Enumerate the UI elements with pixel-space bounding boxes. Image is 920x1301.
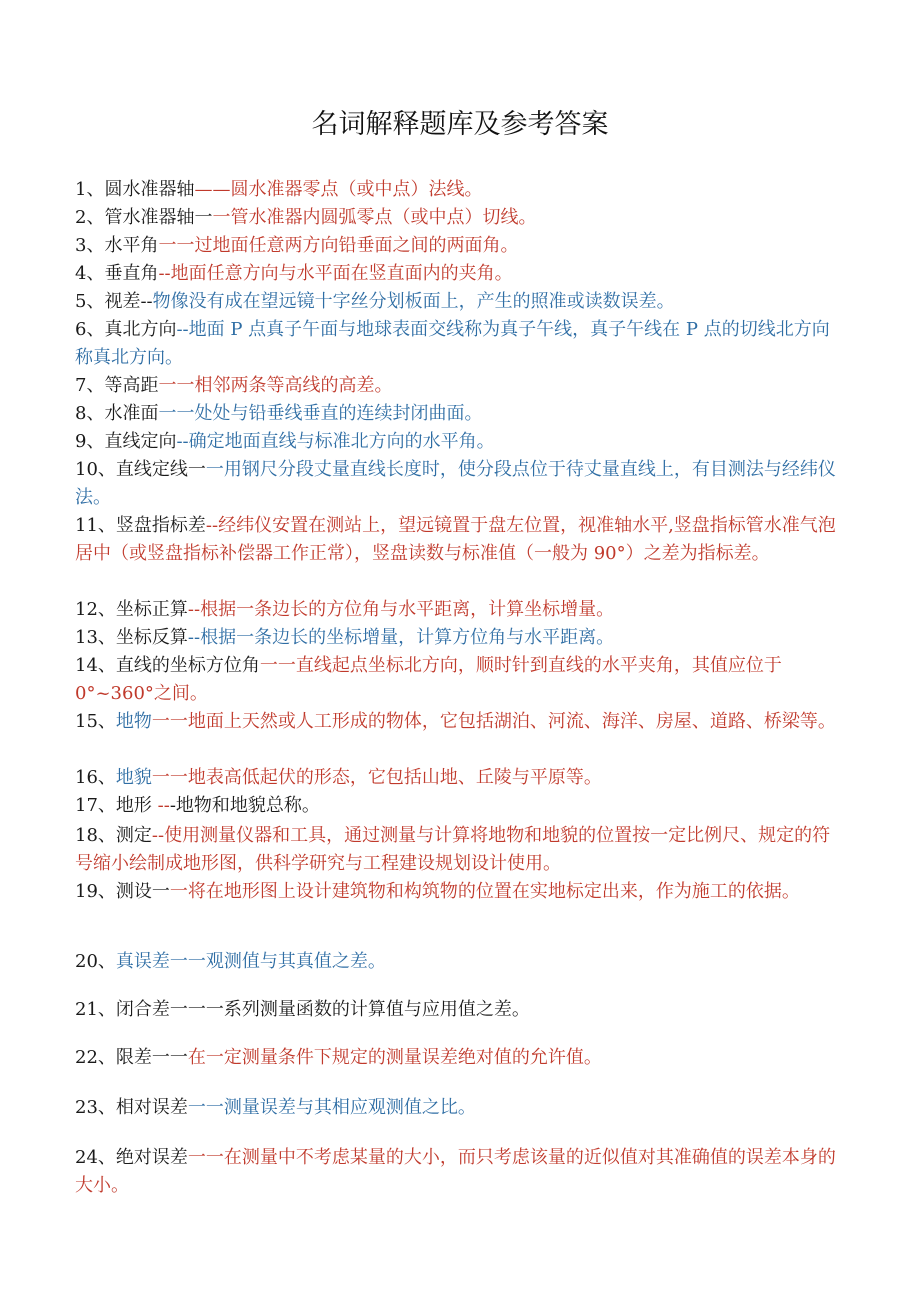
definition-entry [75,428,845,456]
entry-term: 8、水准面 [75,403,159,424]
entry-definition: 真误差一一观测值与其真值之差。 [115,951,386,972]
definition-entry [75,1044,845,1072]
entry-definition: 一一地面上天然或人工形成的物体，它包括湖泊、河流、海洋、房屋、道路、桥梁等。 [151,711,836,732]
entry-definition: 地物 [115,711,152,732]
entry-definition: 一用钢尺分段丈量直线长度时，使分段点位于待丈量直线上，有目测法与经纬仪法。 [75,459,836,508]
definition-entry [75,260,845,288]
definition-entry [75,372,845,400]
entry-definition: 一一测量误差与其相应观测值之比。 [187,1097,476,1118]
entry-definition: 一管水准器内圆弧零点（或中点）切线。 [212,207,537,228]
definition-entry [75,764,845,792]
entry-definition: --确定地面直线与标准北方向的水平角。 [176,431,495,452]
entry-definition: -- [157,795,170,816]
entry-term: 6、真北方向 [75,319,177,340]
entry-term: 4、垂直角 [75,263,159,284]
definition-entry [75,996,845,1024]
entry-definition: 一一过地面任意两方向铅垂面之间的两面角。 [158,235,519,256]
entry-term: 20、 [75,951,116,972]
entry-definition: -地物和地貌总称。 [169,795,320,816]
entry-definition: 物像没有成在望远镜十字丝分划板面上，产生的照准或读数误差。 [152,291,675,312]
entry-term: 5、视差-- [75,291,153,312]
entry-definition: --根据一条边长的坐标增量，计算方位角与水平距离。 [187,627,615,648]
definition-entry [75,878,845,906]
definition-entry [75,652,845,708]
entry-definition: 一一直线起点坐标北方向，顺时针到直线的水平夹角，其值应位于 0°~360°之间。 [75,655,782,704]
entry-term: 18、测定 [75,825,152,846]
entry-term: 21、闭合差一一一系列测量函数的计算值与应用值之差。 [75,999,530,1020]
entry-term: 10、直线定线一 [75,459,206,480]
entry-term: 15、 [75,711,116,732]
definition-entry [75,948,845,976]
definition-entry [75,1144,845,1200]
entry-term: 9、直线定向 [75,431,177,452]
definition-entry [75,512,845,568]
entry-definition: --地面 P 点真子午面与地球表面交线称为真子午线，真子午线在 P 点的切线北方向称真北方向。 [75,319,830,368]
entry-term: 24、绝对误差 [75,1147,188,1168]
entry-term: 23、相对误差 [75,1097,188,1118]
definition-entry [75,288,845,316]
entry-term: 12、坐标正算 [75,599,188,620]
page-title: 名词解释题库及参考答案 [311,109,609,140]
entry-term: 17、地形 [75,795,158,816]
entry-term: 13、坐标反算 [75,627,188,648]
entry-definition: --使用测量仪器和工具，通过测量与计算将地物和地貌的位置按一定比例尺、规定的符号缩小绘制成地形图，供科学研究与工程建设规划设计使用。 [75,825,831,874]
entry-definition: 一一地表高低起伏的形态，它包括山地、丘陵与平原等。 [151,767,602,788]
entry-term: 14、直线的坐标方位角 [75,655,260,676]
entry-definition: --地面任意方向与水平面在竖直面内的夹角。 [158,263,513,284]
definition-entry [75,624,845,652]
definition-entry [75,400,845,428]
entry-definition: ——圆水准器零点（或中点）法线。 [194,179,483,200]
entry-definition: 地貌 [115,767,152,788]
entry-term: 2、管水准器轴一 [75,207,213,228]
definition-entry [75,176,845,204]
entry-definition: 一一在测量中不考虑某量的大小，而只考虑该量的近似值对其准确值的误差本身的大小。 [75,1147,836,1196]
entry-term: 3、水平角 [75,235,159,256]
entry-term: 11、竖盘指标差 [75,515,206,536]
entry-term: 7、等高距 [75,375,159,396]
definition-entry [75,456,845,512]
entry-definition: 一一处处与铅垂线垂直的连续封闭曲面。 [158,403,483,424]
entry-term: 1、圆水准器轴 [75,179,195,200]
definition-entry [75,204,845,232]
entry-term: 16、 [75,767,116,788]
definition-entry [75,596,845,624]
entry-term: 19、测设一 [75,881,170,902]
entry-definition: 一一相邻两条等高线的高差。 [158,375,393,396]
entry-definition: 在一定测量条件下规定的测量误差绝对值的允许值。 [187,1047,602,1068]
definition-entry [75,792,845,820]
entry-definition: 一将在地形图上设计建筑物和构筑物的位置在实地标定出来，作为施工的依据。 [169,881,800,902]
entry-definition: --经纬仪安置在测站上，望远镜置于盘左位置，视准轴水平,竖盘指标管水准气泡居中（或竖盘指标补偿器工作正常），竖盘读数与标准值（一般为 90°）之差为指标差。 [75,515,836,564]
entry-term: 22、限差一一 [75,1047,188,1068]
definition-entry [75,316,845,372]
entry-definition: --根据一条边长的方位角与水平距离，计算坐标增量。 [187,599,615,620]
definition-entry [75,708,845,736]
definition-entry [75,1094,845,1122]
definition-entry [75,232,845,260]
definition-entry [75,822,845,878]
